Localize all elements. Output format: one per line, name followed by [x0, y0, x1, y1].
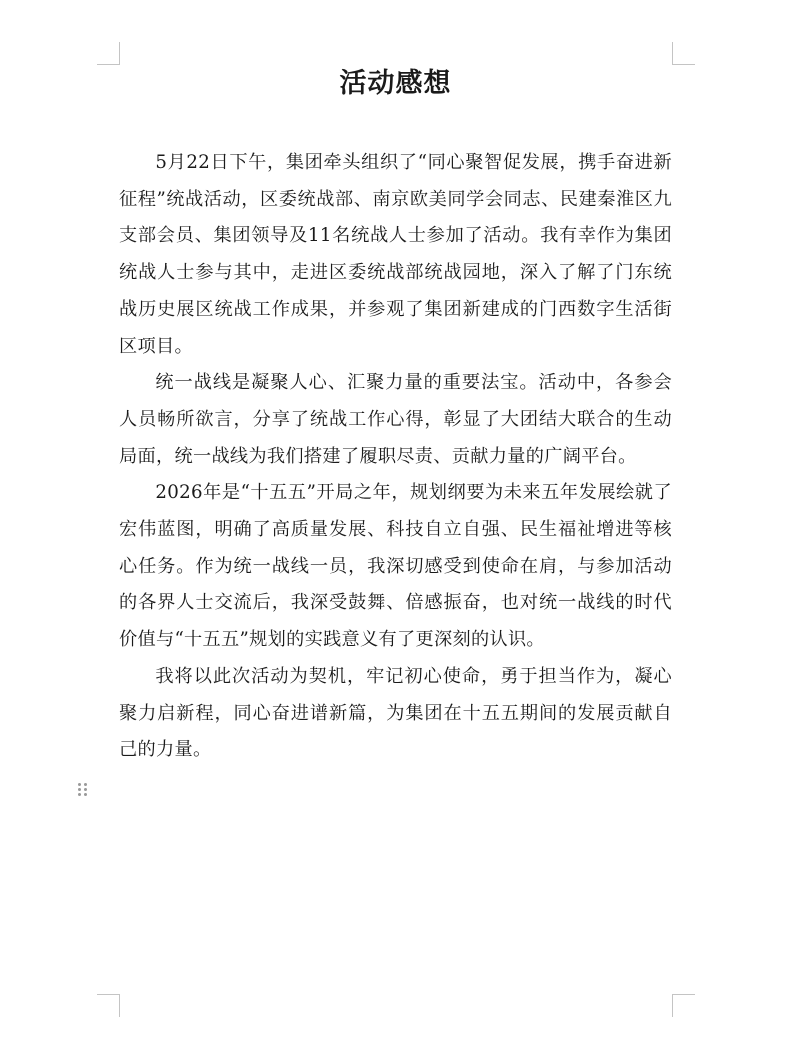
drag-dot	[78, 783, 81, 786]
drag-dot	[84, 783, 87, 786]
document-body[interactable]	[119, 145, 672, 769]
document-title[interactable]: 活动感想	[339, 68, 452, 99]
drag-handle-icon[interactable]	[78, 783, 90, 799]
drag-dot	[84, 793, 87, 796]
drag-dot	[84, 788, 87, 791]
paragraph-2[interactable]: 统一战线是凝聚人心、汇聚力量的重要法宝。活动中，各参会人员畅所欲言，分享了统战工作心得，彰显了大团结大联合的生动局面，统一战线为我们搭建了履职尽责、贡献力量的广阔平台。	[119, 372, 672, 467]
corner-mark-top-left	[97, 42, 120, 65]
paragraph-3[interactable]: 2026年是“十五五”开局之年，规划纲要为未来五年发展绘就了宏伟蓝图，明确了高质量发展、科技自立自强、民生福祉增进等核心任务。作为统一战线一员，我深切感受到使命在肩，与参加活动的各界人士交流后，我深受鼓舞、倍感振奋，也对统一战线的时代价值与“十五五”规划的实践意义有了更深刻的认识。	[119, 482, 672, 651]
corner-mark-top-right	[672, 42, 695, 65]
paragraph-4[interactable]: 我将以此次活动为契机，牢记初心使命，勇于担当作为，凝心聚力启新程，同心奋进谱新篇，为集团在十五五期间的发展贡献自己的力量。	[119, 665, 672, 761]
corner-mark-bottom-right	[672, 994, 695, 1017]
paragraph-1[interactable]: 5月22日下午，集团牵头组织了“同心聚智促发展，携手奋进新征程”统战活动，区委统战部、南京欧美同学会同志、民建秦淮区九支部会员、集团领导及11名统战人士参加了活动。我有幸作为集团统战人士参与其中，走进区委统战部统战园地，深入了解了门东统战历史展区统战工作成果，并参观了集团新建成的门西数字生活街区项目。	[119, 152, 672, 357]
drag-dot	[78, 793, 81, 796]
drag-dot	[78, 788, 81, 791]
corner-mark-bottom-left	[97, 994, 120, 1017]
